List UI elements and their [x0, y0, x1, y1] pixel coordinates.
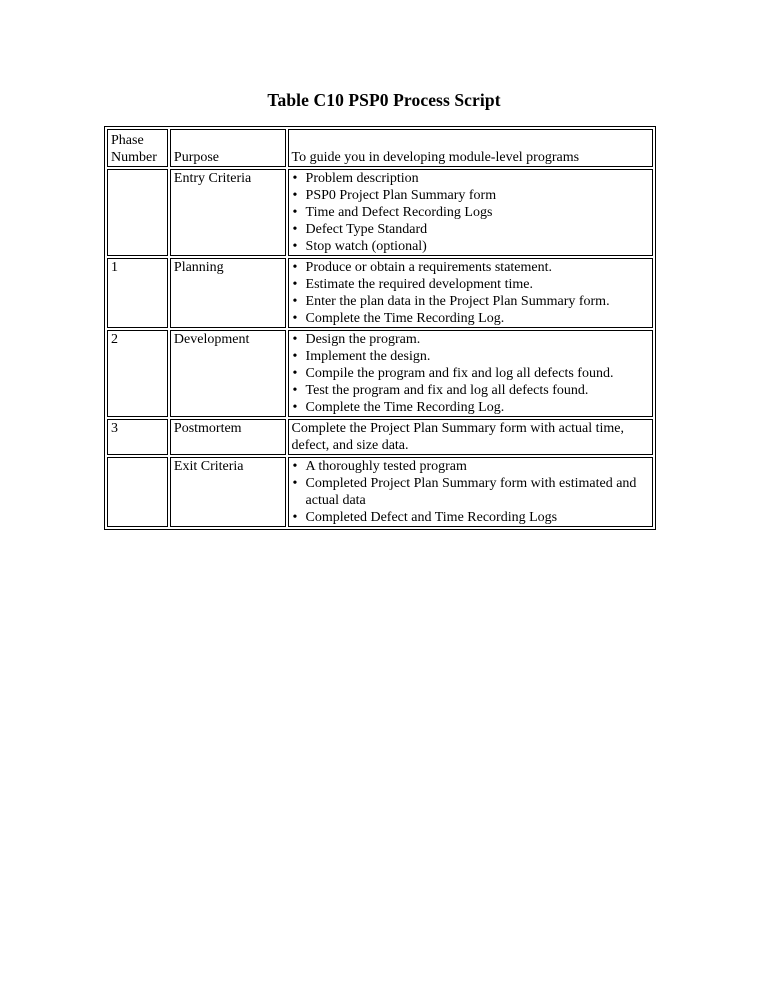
- list-item-text: Completed Defect and Time Recording Logs: [305, 510, 558, 525]
- bullet-list: [292, 259, 649, 327]
- list-item-text: PSP0 Project Plan Summary form: [305, 188, 497, 203]
- list-item-text: Complete the Time Recording Log.: [305, 311, 505, 326]
- table-row: [107, 258, 653, 328]
- table-body: [107, 129, 653, 527]
- bullet-icon: •: [292, 188, 298, 203]
- page-title: Table C10 PSP0 Process Script: [267, 90, 501, 110]
- phase-description-cell: [288, 169, 653, 256]
- phase-description-cell: [288, 457, 653, 527]
- list-item-text: A thoroughly tested program: [305, 459, 467, 474]
- bullet-icon: •: [292, 332, 298, 347]
- phase-number-cell: 2: [107, 330, 168, 417]
- phase-number-cell: [107, 457, 168, 527]
- list-item-text: Time and Defect Recording Logs: [305, 205, 493, 220]
- bullet-icon: •: [292, 294, 298, 309]
- bullet-icon: •: [292, 171, 298, 186]
- table-row: [107, 330, 653, 417]
- process-script-table: [104, 126, 656, 530]
- list-item: [292, 458, 649, 475]
- phase-description-cell: [288, 330, 653, 417]
- list-item: [292, 187, 649, 204]
- list-item: [292, 399, 649, 416]
- list-item-text: Estimate the required development time.: [305, 277, 533, 292]
- list-item: [292, 475, 649, 509]
- phase-name-cell: Postmortem: [170, 419, 286, 455]
- list-item-text: Defect Type Standard: [305, 222, 428, 237]
- bullet-icon: •: [292, 510, 298, 525]
- phase-description-cell: Complete the Project Plan Summary form with actual time, defect, and size data.: [288, 419, 653, 455]
- list-item: [292, 221, 649, 238]
- phase-number-cell: 3: [107, 419, 168, 455]
- list-item-text: Implement the design.: [305, 349, 431, 364]
- list-item: [292, 259, 649, 276]
- bullet-icon: •: [292, 400, 298, 415]
- list-item-text: Stop watch (optional): [305, 239, 427, 254]
- purpose-label: Purpose: [170, 129, 286, 167]
- phase-number-header: Phase Number: [107, 129, 168, 167]
- phase-name-cell: Development: [170, 330, 286, 417]
- list-item-text: Produce or obtain a requirements statement.: [305, 260, 553, 275]
- list-item: [292, 331, 649, 348]
- list-item-text: Test the program and fix and log all defects found.: [305, 383, 589, 398]
- table-row-header: [107, 129, 653, 167]
- bullet-icon: •: [292, 349, 298, 364]
- list-item: [292, 365, 649, 382]
- phase-number-cell: [107, 169, 168, 256]
- list-item: [292, 170, 649, 187]
- purpose-text: To guide you in developing module-level programs: [288, 129, 653, 167]
- phase-description-cell: [288, 258, 653, 328]
- list-item-text: Complete the Time Recording Log.: [305, 400, 505, 415]
- list-item-text: Compile the program and fix and log all defects found.: [305, 366, 614, 381]
- bullet-icon: •: [292, 260, 298, 275]
- list-item: [292, 509, 649, 526]
- bullet-icon: •: [292, 459, 298, 474]
- bullet-icon: •: [292, 366, 298, 381]
- bullet-icon: •: [292, 277, 298, 292]
- list-item: [292, 348, 649, 365]
- bullet-icon: •: [292, 239, 298, 254]
- list-item: [292, 204, 649, 221]
- list-item: [292, 293, 649, 310]
- list-item-text: Problem description: [305, 171, 419, 186]
- phase-name-cell: Entry Criteria: [170, 169, 286, 256]
- list-item-text: Enter the plan data in the Project Plan Summary form.: [305, 294, 610, 309]
- phase-name-cell: Planning: [170, 258, 286, 328]
- bullet-icon: •: [292, 383, 298, 398]
- phase-number-cell: 1: [107, 258, 168, 328]
- bullet-icon: •: [292, 476, 298, 491]
- table-row: [107, 169, 653, 256]
- list-item: [292, 382, 649, 399]
- list-item-text: Design the program.: [305, 332, 421, 347]
- bullet-icon: •: [292, 222, 298, 237]
- bullet-list: [292, 458, 649, 526]
- table-row: [107, 419, 653, 455]
- list-item: [292, 276, 649, 293]
- bullet-icon: •: [292, 205, 298, 220]
- list-item: [292, 310, 649, 327]
- table-row: [107, 457, 653, 527]
- list-item: [292, 238, 649, 255]
- phase-name-cell: Exit Criteria: [170, 457, 286, 527]
- bullet-icon: •: [292, 311, 298, 326]
- list-item-text: Completed Project Plan Summary form with estimated and actual data: [305, 476, 637, 508]
- bullet-list: [292, 331, 649, 416]
- bullet-list: [292, 170, 649, 255]
